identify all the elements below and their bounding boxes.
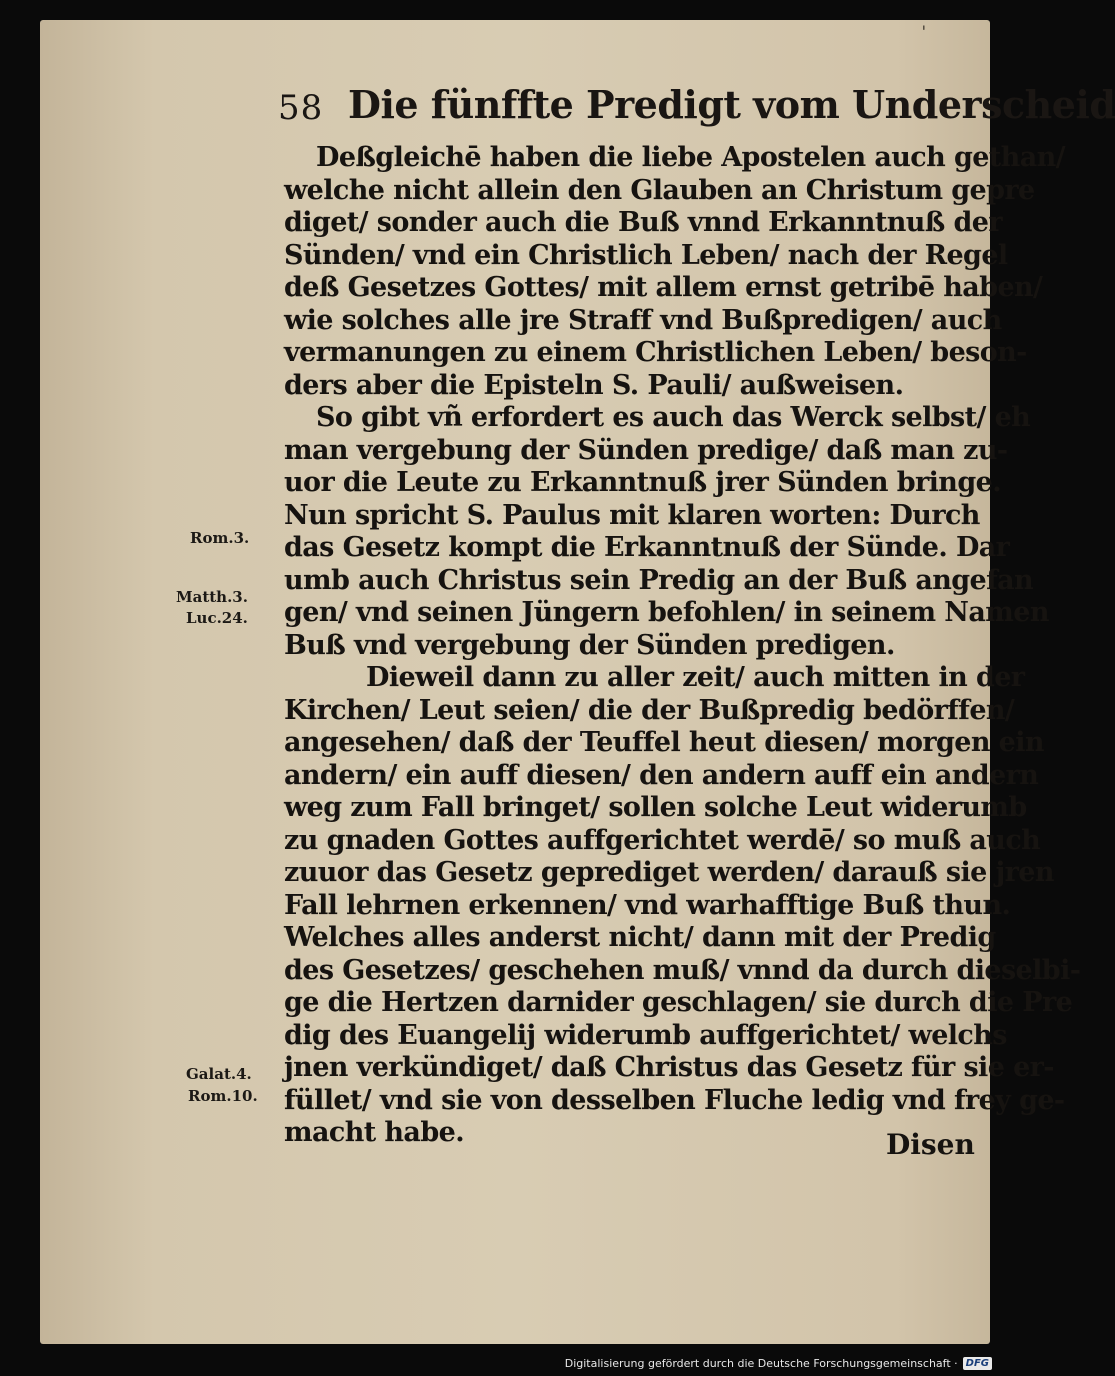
text-line: wie solches alle jre Straff vnd Bußpredigen/ auch xyxy=(284,304,1002,336)
text-line: Welches alles anderst nicht/ dann mit der Predig xyxy=(284,922,996,953)
marginal-note-rom3: Rom.3. xyxy=(190,529,250,547)
text-line: das Gesetz kompt die Erkanntnuß der Sünde. Dar xyxy=(284,532,1010,563)
dfg-logo-icon: DFG xyxy=(963,1357,992,1370)
text-line: gen/ vnd seinen Jüngern befohlen/ in seinem Namen xyxy=(284,597,1049,628)
text-line: Dieweil dann zu aller zeit/ auch mitten in der xyxy=(366,662,1025,693)
text-line: angesehen/ daß der Teuffel heut diesen/ morgen ein xyxy=(284,727,1044,758)
text-line: Sünden/ vnd ein Christlich Leben/ nach der Regel xyxy=(284,239,1008,271)
text-line: uor die Leute zu Erkanntnuß jrer Sünden bringe. xyxy=(284,467,1001,498)
text-line: Fall lehrnen erkennen/ vnd warhafftige Buß thun. xyxy=(284,889,1011,921)
marginal-note-galat4: Galat.4. xyxy=(186,1065,252,1083)
page-number: 58 xyxy=(278,88,324,128)
text-line: ders aber die Episteln S. Pauli/ außweisen. xyxy=(284,369,904,401)
text-line: deß Gesetzes Gottes/ mit allem ernst getribē haben/ xyxy=(284,272,1043,303)
credit-text: Digitalisierung gefördert durch die Deutsche Forschungsgemeinschaft · xyxy=(564,1357,958,1370)
text-line: diget/ sonder auch die Buß vnnd Erkanntnuß der xyxy=(284,207,1002,238)
text-line: zu gnaden Gottes auffgerichtet werdē/ so muß auch xyxy=(284,824,1041,856)
text-line: vermanungen zu einem Christlichen Leben/ beson- xyxy=(284,337,1027,368)
text-line: welche nicht allein den Glauben an Christum gepre xyxy=(284,174,1035,206)
text-line: macht habe. xyxy=(284,1117,464,1148)
marginal-note-luc24: Luc.24. xyxy=(186,609,248,627)
text-line: Deßgleichē haben die liebe Apostelen auch gethan/ xyxy=(316,142,1065,173)
corner-mark: ' xyxy=(921,22,926,41)
text-line: umb auch Christus sein Predig an der Buß angefan xyxy=(284,564,1034,596)
text-line: füllet/ vnd sie von desselben Fluche ledig vnd frey ge- xyxy=(284,1084,1065,1116)
text-line: andern/ ein auff diesen/ den andern auff ein andern xyxy=(284,759,1039,791)
book-page xyxy=(40,20,1115,1344)
text-line: zuuor das Gesetz geprediget werden/ darauß sie jren xyxy=(284,857,1054,888)
running-title: Die fünffte Predigt vom Underscheid xyxy=(348,82,1115,127)
marginal-note-rom10: Rom.10. xyxy=(188,1087,258,1105)
text-line: man vergebung der Sünden predige/ daß man zu- xyxy=(284,434,1008,466)
catchword: Disen xyxy=(886,1128,975,1161)
text-line: dig des Euangelij widerumb auffgerichtet/ welchs xyxy=(284,1019,1007,1051)
marginal-note-matth3: Matth.3. xyxy=(176,588,248,606)
text-line: weg zum Fall bringet/ sollen solche Leut widerumb xyxy=(284,792,1027,823)
page-header xyxy=(278,80,1115,136)
text-line: ge die Hertzen darnider geschlagen/ sie durch die Pre xyxy=(284,987,1073,1018)
digitization-credit xyxy=(565,1357,992,1370)
text-line: des Gesetzes/ geschehen muß/ vnnd da durch dieselbi- xyxy=(284,954,1081,986)
text-line: Buß vnd vergebung der Sünden predigen. xyxy=(284,629,895,661)
text-line: jnen verkündiget/ daß Christus das Gesetz für sie er- xyxy=(284,1052,1054,1083)
text-line: So gibt vñ erfordert es auch das Werck selbst/ eh xyxy=(316,402,1031,433)
text-line: Kirchen/ Leut seien/ die der Bußpredig bedörffen/ xyxy=(284,694,1015,726)
body-text xyxy=(284,142,1081,1150)
text-line: Nun spricht S. Paulus mit klaren worten: Durch xyxy=(284,499,980,531)
